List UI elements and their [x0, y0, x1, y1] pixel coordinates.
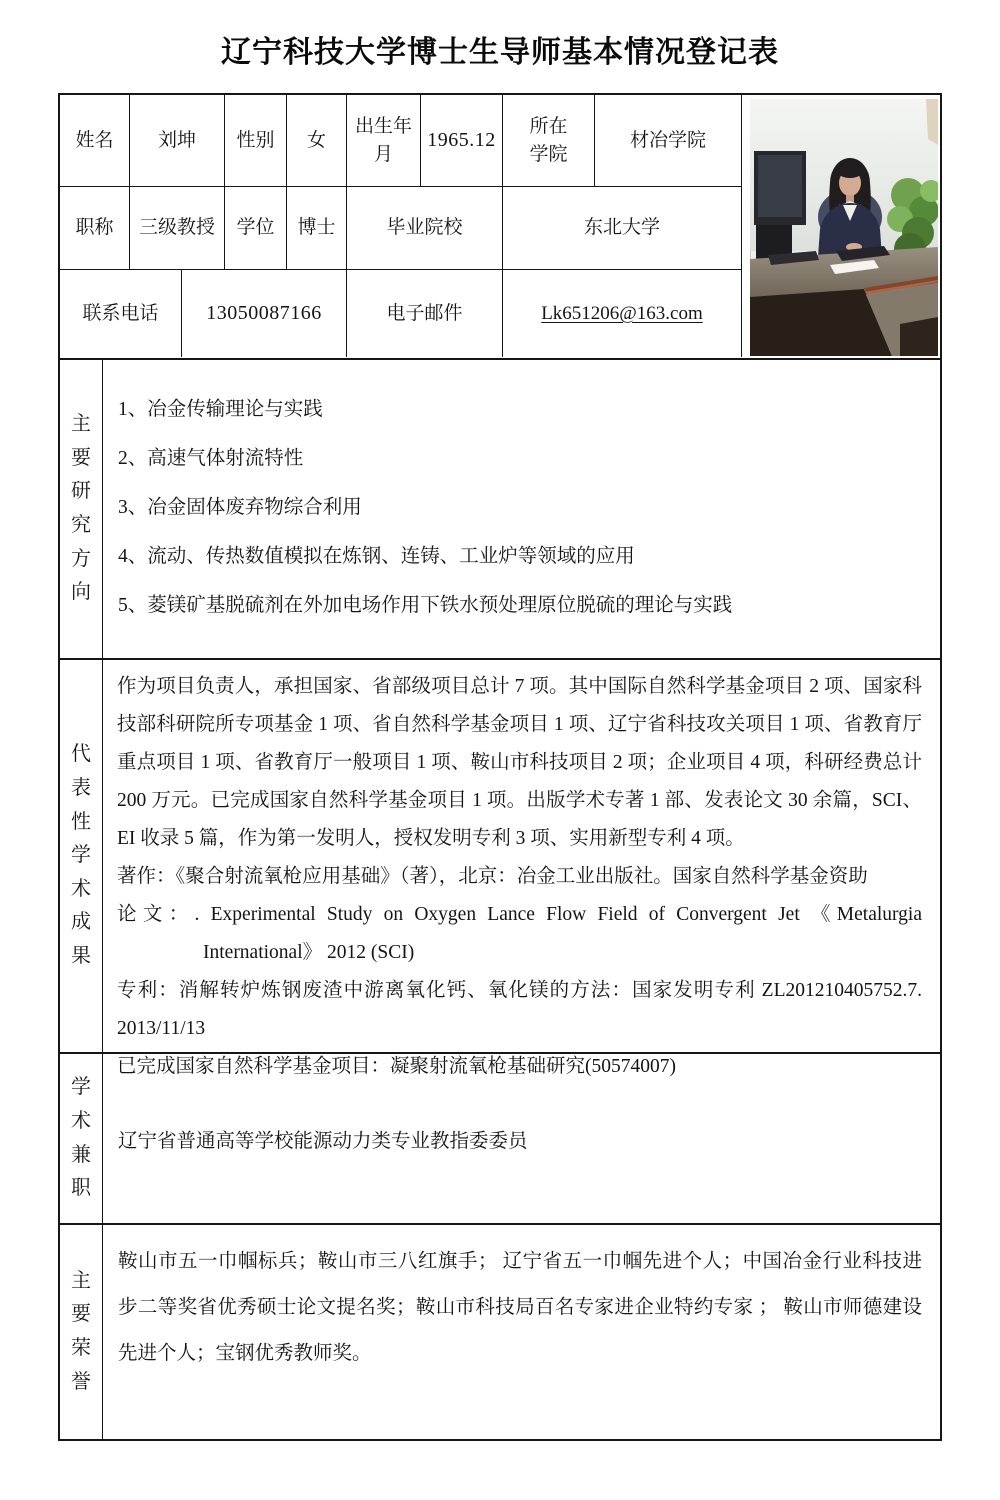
achievements-paragraph: 著作：《聚合射流氧枪应用基础》（著），北京：冶金工业出版社。国家自然科学基金资助 — [117, 866, 868, 887]
achievements-paragraph: 已完成国家自然科学基金项目：凝聚射流氧枪基础研究(50574007) — [117, 1056, 676, 1077]
page-title: 辽宁科技大学博士生导师基本情况登记表 — [221, 36, 779, 69]
gender-label: 性别 — [225, 95, 287, 186]
achievements-paragraph: 作为项目负责人，承担国家、省部级项目总计 7 项。其中国际自然科学基金项目 2 项、国家科技部科研院所专项基金 1 项、省自然科学基金项目 1 项、辽宁省科技攻关项目 1 项、省教育厅重点项目 1 项、省教育厅一般项目 1 项、鞍山市科技项目 2 项；企业项目 4 项，科研经费总计 200 万元。已完成国家自然科学基金项目 1 项。出版学术专著 1 部、发表论文 30 余篇，SCI、EI 收录 5 篇，作为第一发明人，授权发明专利 3 项、实用新型专利 4 项。 — [117, 676, 922, 849]
degree-value: 博士 — [287, 187, 347, 269]
basic-info-block — [60, 95, 940, 360]
research-item: 2、高速气体射流特性 — [118, 448, 304, 469]
academic-positions-header — [60, 1054, 103, 1223]
profile-photo-cell — [742, 95, 940, 358]
section-academic-positions — [60, 1054, 940, 1225]
graduate-school-label: 毕业院校 — [347, 187, 503, 269]
name-value: 刘坤 — [130, 95, 225, 186]
research-item: 1、冶金传输理论与实践 — [118, 399, 323, 420]
research-directions-header — [60, 360, 103, 658]
profile-photo — [750, 99, 938, 356]
table-row — [60, 270, 742, 357]
birth-label: 出生年月 — [347, 95, 421, 186]
academic-positions-content — [103, 1054, 940, 1223]
research-item: 5、菱镁矿基脱硫剂在外加电场作用下铁水预处理原位脱硫的理论与实践 — [118, 595, 733, 616]
research-directions-label: 主要研究方向 — [71, 413, 91, 604]
name-label: 姓名 — [60, 95, 130, 186]
registration-table — [58, 93, 942, 1441]
research-item: 4、流动、传热数值模拟在炼钢、连铸、工业炉等领域的应用 — [118, 546, 635, 567]
degree-label: 学位 — [225, 187, 287, 269]
main-honors-label: 主要荣誉 — [71, 1269, 91, 1393]
achievements-paragraph: 专利：消解转炉炼钢废渣中游离氧化钙、氧化镁的方法：国家发明专利 ZL201210405752.7. 2013/11/13 — [117, 980, 922, 1039]
section-research-directions — [60, 360, 940, 660]
academic-positions-text: 辽宁省普通高等学校能源动力类专业教指委委员 — [118, 1130, 528, 1152]
academic-achievements-header — [60, 660, 103, 1052]
research-item: 3、冶金固体废弃物综合利用 — [118, 497, 362, 518]
email-label: 电子邮件 — [347, 270, 503, 357]
achievements-paragraph: 论文：. Experimental Study on Oxygen Lance Flow Field of Convergent Jet 《Metalurgia International》 2012 (SCI) — [117, 904, 922, 963]
professional-title-value: 三级教授 — [130, 187, 225, 269]
email-link[interactable]: Lk651206@163.com — [541, 302, 703, 324]
phone-label: 联系电话 — [60, 270, 182, 357]
birth-value: 1965.12 — [421, 95, 503, 186]
section-academic-achievements — [60, 660, 940, 1077]
section-main-honors — [60, 1225, 940, 1439]
academic-achievements-content — [103, 660, 940, 1077]
email-value-cell — [503, 270, 742, 357]
college-value: 材冶学院 — [595, 95, 742, 186]
research-directions-content — [103, 360, 940, 658]
academic-achievements-label: 代表性学术成果 — [71, 743, 91, 967]
graduate-school-value: 东北大学 — [503, 187, 742, 269]
college-label: 所在学院 — [503, 95, 595, 186]
main-honors-text: 鞍山市五一巾帼标兵；鞍山市三八红旗手； 辽宁省五一巾帼先进个人；中国冶金行业科技进步二等奖省优秀硕士论文提名奖；鞍山市科技局百名专家进企业特约专家 ； 鞍山市师德建设先进个人；宝钢优秀教师奖。 — [118, 1251, 922, 1364]
table-row — [60, 187, 742, 270]
academic-positions-label: 学术兼职 — [71, 1076, 91, 1200]
table-row — [60, 95, 742, 187]
professional-title-label: 职称 — [60, 187, 130, 269]
main-honors-content — [103, 1225, 940, 1439]
phone-value: 13050087166 — [182, 270, 347, 357]
main-honors-header — [60, 1225, 103, 1439]
basic-info-grid — [60, 95, 742, 358]
gender-value: 女 — [287, 95, 347, 186]
